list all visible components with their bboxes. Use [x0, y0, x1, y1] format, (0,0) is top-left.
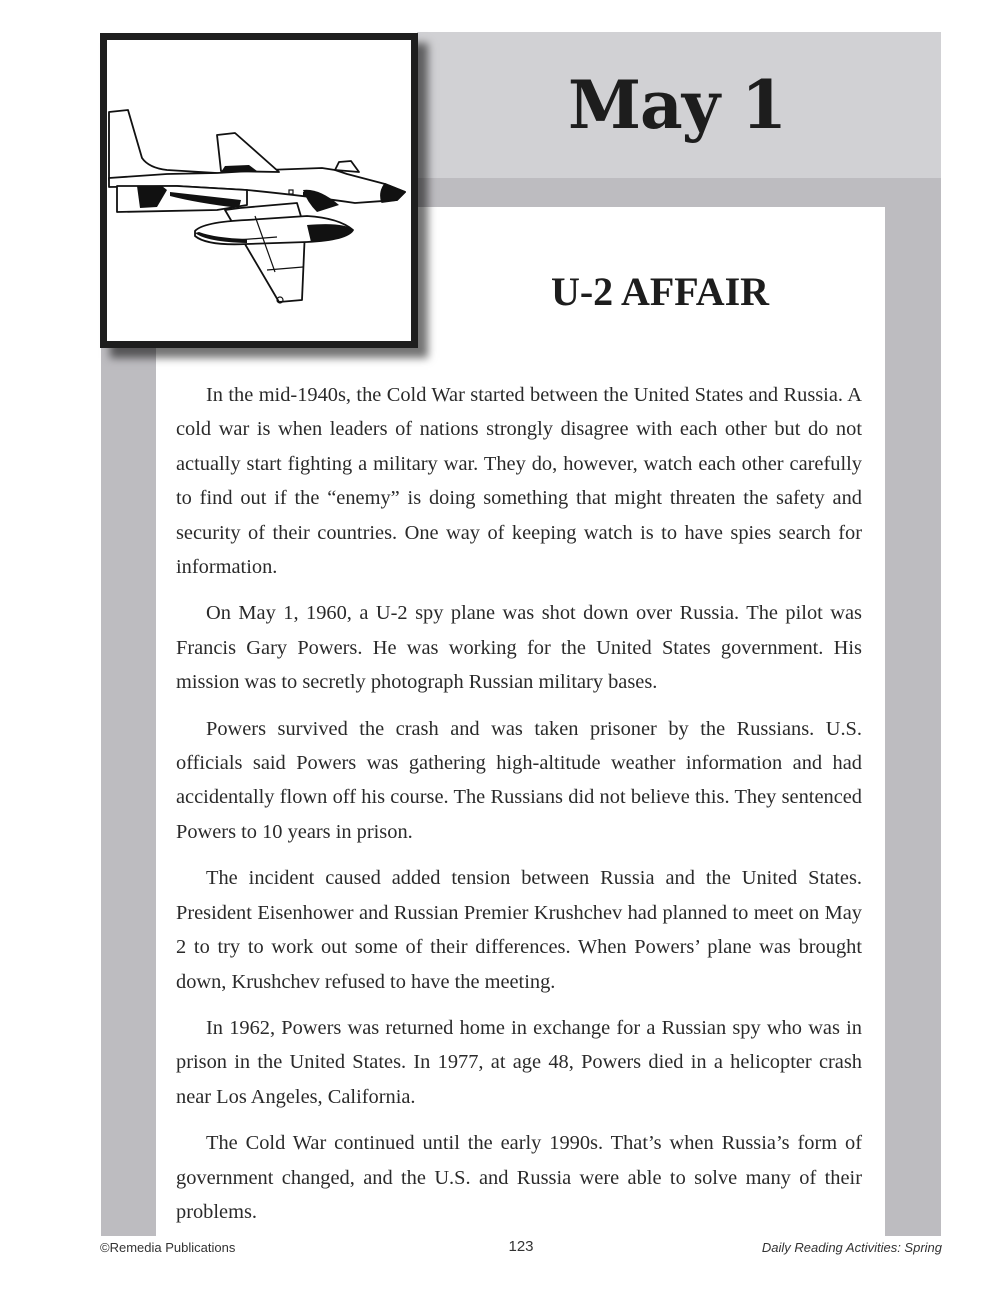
story-paragraph: Powers survived the crash and was taken prisoner by the Russians. U.S. officials said Powers was gathering high-altitude weather information and had accidentally flown off his course. The Russians did not believe this. They sentenced Powers to 10 years in prison.	[176, 717, 862, 843]
u2-spy-plane-icon	[107, 40, 411, 341]
illustration-frame	[100, 33, 418, 348]
publisher-credit: ©Remedia Publications	[100, 1240, 236, 1255]
story-paragraph: The incident caused added tension between Russia and the United States. President Eisenhower and Russian Premier Krushchev had planned to meet on May 2 to try to work out some of their differences. When Powers’ plane was brought down, Krushchev refused to have the meeting.	[176, 867, 862, 993]
story-paragraph: In 1962, Powers was returned home in exchange for a Russian spy who was in prison in the United States. In 1977, at age 48, Powers died in a helicopter crash near Los Angeles, California.	[176, 1016, 862, 1108]
story-paragraph: On May 1, 1960, a U-2 spy plane was shot down over Russia. The pilot was Francis Gary Powers. He was working for the United States government. His mission was to secretly photograph Russian military bases.	[176, 602, 862, 694]
left-accent-bar	[101, 347, 156, 1236]
story-title: U-2 AFFAIR	[550, 269, 770, 314]
story-body	[176, 378, 862, 1241]
story-paragraph: The Cold War continued until the early 1990s. That’s when Russia’s form of government changed, and the U.S. and Russia were able to solve many of their problems.	[176, 1132, 862, 1223]
page-date-heading: May 1	[567, 66, 787, 144]
right-accent-bar	[885, 207, 941, 1236]
story-paragraph: In the mid-1940s, the Cold War started between the United States and Russia. A cold war is when leaders of nations strongly disagree with each other but do not actually start fighting a military war. They do, however, watch each other carefully to find out if the “enemy” is doing something that might threaten the safety and security of their countries. One way of keeping watch is to have spies search for information.	[176, 384, 862, 579]
page-footer	[100, 1238, 942, 1260]
page-number: 123	[508, 1238, 534, 1255]
book-title: Daily Reading Activities: Spring	[761, 1240, 942, 1255]
header-accent-strip	[417, 178, 941, 207]
